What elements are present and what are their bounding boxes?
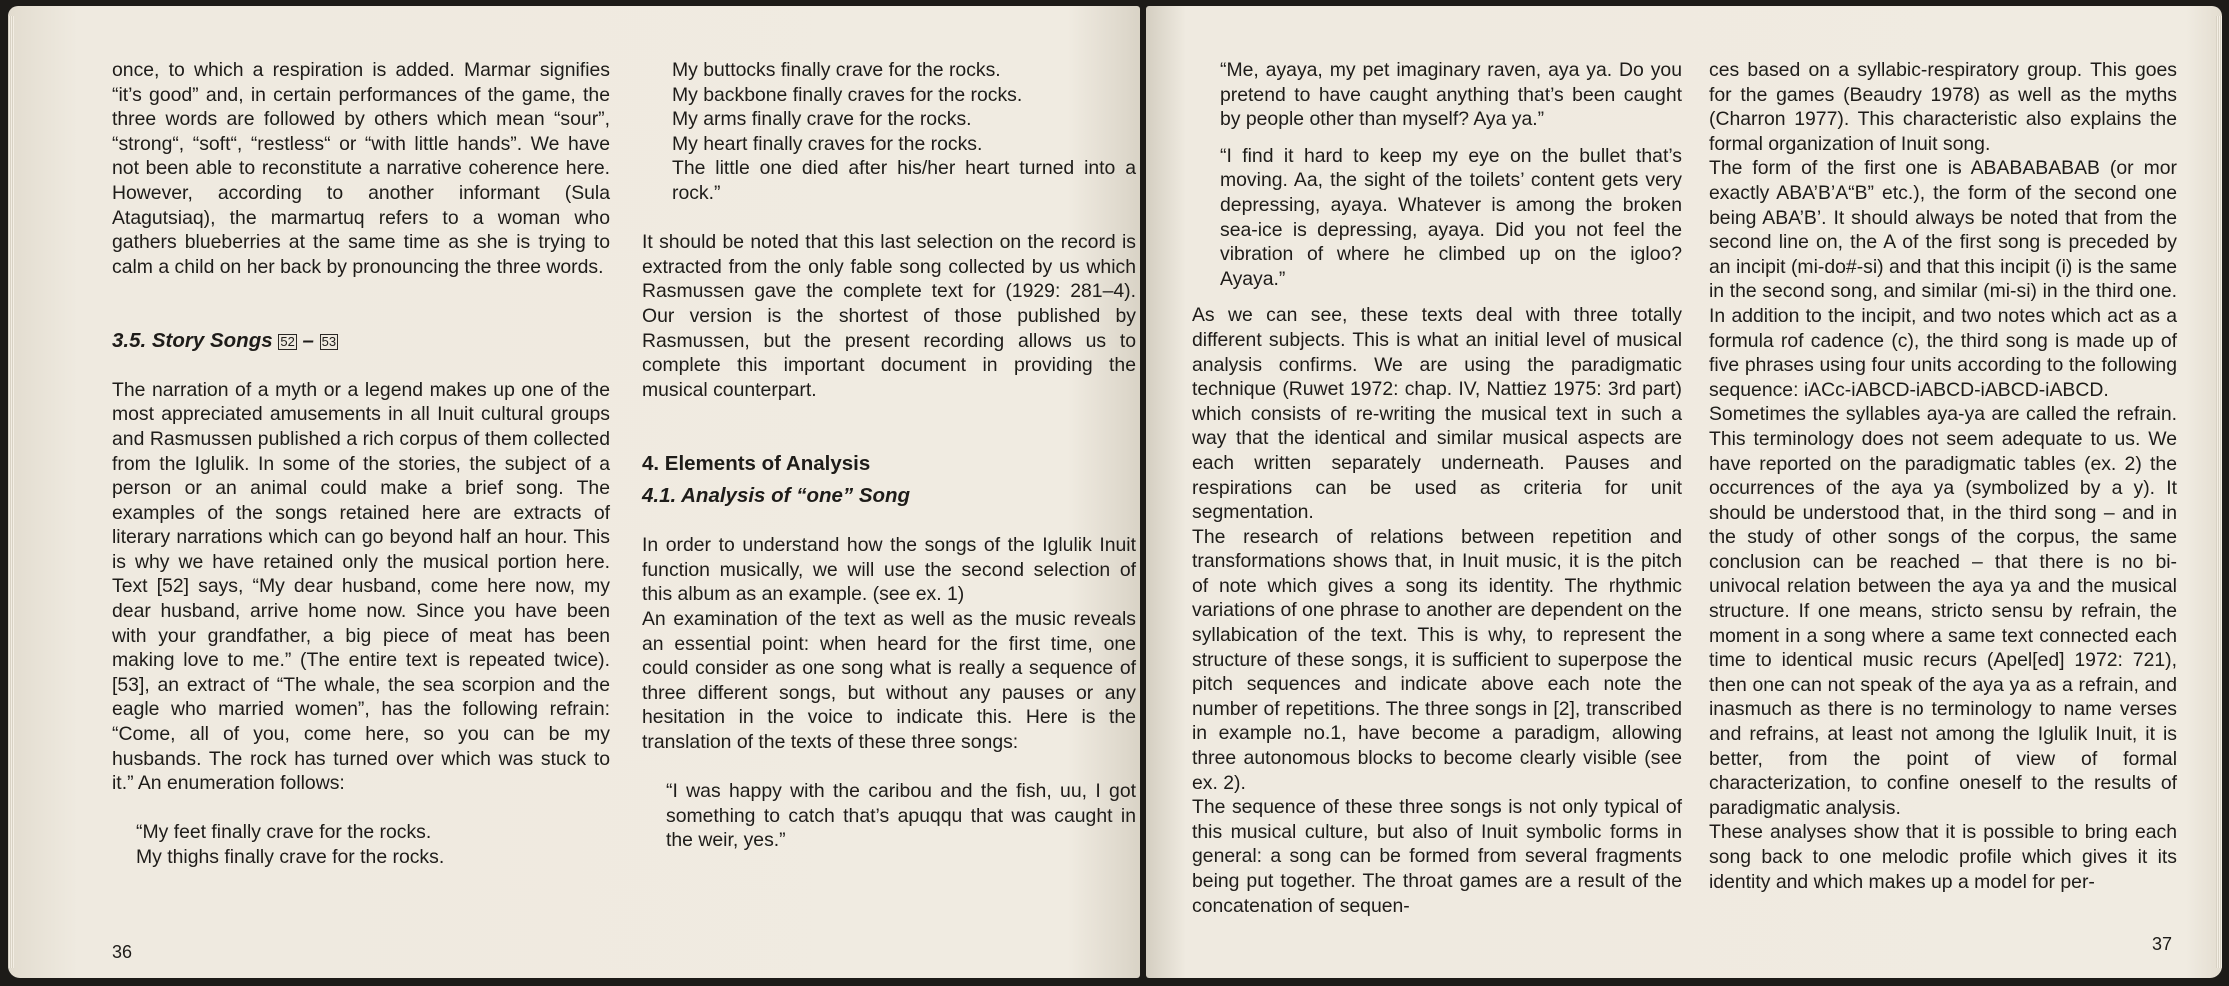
- left-page: [8, 6, 1140, 978]
- quote-line: “I find it hard to keep my eye on the bullet that’s moving. Aa, the sight of the toilets’ content gets very depressing, ayaya. Whatever is among the broken sea-ice is depressing, ayaya. Did you not feel the vibration of where he climbed up on the igloo? Ayaya.”: [1220, 144, 1682, 290]
- quote-line: My thighs finally crave for the rocks.: [136, 846, 445, 868]
- paragraph: An examination of the text as well as the music reveals an essential point: when heard for the first time, one could consider as one song what is really a sequence of three different songs, but without any pauses or any hesitation in the voice to indicate this. Here is the translation of the texts of these three songs:: [642, 608, 1136, 754]
- quote-block: [1192, 58, 1682, 291]
- paragraph: The sequence of these three songs is not only typical of this musical culture, but also of Inuit symbolic forms in general: a song can be formed from several fragments being put together. The throat games are a result of the concatenation of sequen-: [1192, 796, 1682, 917]
- paragraph: As we can see, these texts deal with three totally different subjects. This is what an initial level of musical analysis confirms. We are using the paradigmatic technique (Ruwet 1972: chap. IV, Nattiez 1975: 3rd part) which consists of re-writing the musical text in such a way that the identical and similar musical aspects are each written separately underneath. Pauses and respirations can be used as criteria for unit segmentation.: [1192, 304, 1682, 524]
- quote-line: “Me, ayaya, my pet imaginary raven, aya ya. Do you pretend to have caught anything that’s been caught by people other than myself? Aya ya.”: [1220, 59, 1682, 131]
- right-page-edge: [2216, 16, 2222, 968]
- track-number-box: 52: [280, 333, 295, 349]
- quote-line: My heart finally craves for the rocks.: [672, 132, 983, 155]
- paragraph: It should be noted that this last selection on the record is extracted from the only fable song collected by us which Rasmussen gave the complete text for (1929: 281–4). Our version is the shortest of those published by Rasmussen, but the present recording allows us to complete this important document in providing the musical counterpart.: [642, 231, 1136, 401]
- paragraph: In order to understand how the songs of the Iglulik Inuit function musically, we will use the second selection of this album as an example. (see ex. 1): [642, 534, 1136, 606]
- paragraph: The research of relations between repetition and transformations shows that, in Inuit music, it is the pitch of note which gives a song its identity. The rhythmic variations of one phrase to another are dependent on the syllabication of the text. This is why, to represent the structure of these songs, it is sufficient to superpose the pitch sequences and indicate above each note the number of repetitions. The three songs in [2], transcribed in example no.1, have become a paradigm, allowing three autonomous blocks to become clearly visible (see ex. 2).: [1192, 525, 1682, 794]
- paragraph: The form of the first one is ABABABABAB (or mor exactly ABA’B’A“B” etc.), the form of the second one being ABA’B’. It should always be noted that from the second line on, the A of the first song is preceded by an incipit (mi-do#-si) and that this incipit (i) is the same in the second song, and similar (mi-si) in the third one. In addition to the incipit, and two notes which act as a formula rof cadence (c), the third song is made up of five phrases using four units according to the following sequence: iACc-iABCD-iABCD-iABCD-iABCD.: [1709, 157, 2177, 401]
- page-number: 37: [2152, 934, 2173, 954]
- right-column-2: [1709, 58, 2177, 894]
- paragraph: once, to which a respiration is added. Marmar signifies “it’s good” and, in certain performances of the game, the three words are followed by others which mean “sour”, “strong“, “soft“, “restless“ or “with little hands”. We have not been able to reconstitute a narrative coherence here. However, according to another informant (Sula Atagutsiaq), the marmartuq refers to a woman who gathers blueberries at the same time as she is trying to calm a child on her back by pronouncing the three words.: [112, 59, 610, 278]
- paragraph: These analyses show that it is possible to bring each song back to one melodic profile which gives it its identity and which makes up a model for per-: [1709, 821, 2177, 893]
- quote-line: “My feet finally crave for the rocks.: [136, 821, 432, 844]
- left-column-2: [642, 58, 1136, 853]
- right-page: [1146, 6, 2222, 978]
- paragraph: Sometimes the syllables aya-ya are called the refrain. This terminology does not seem adequate to us. We have reported on the paradigmatic tables (ex. 2) the occurrences of the aya ya (symbolized by a y). It should be understood that, in the third song – and in the study of other songs of the corpus, the same conclusion can be reached – that there is no bi-univocal relation between the aya ya and the musical structure. If one means, stricto sensu by refrain, the moment in a song where a same text connected each time to identical music recurs (Apel[ed] 1972: 721), then one can not speak of the aya ya as a refrain, and inasmuch as there is no terminology to name verses and refrains, at least not among the Iglulik Inuit, it is better, from the point of view of formal characterization, to confine oneself to the results of paradigmatic analysis.: [1709, 403, 2177, 819]
- quote-line: My buttocks finally crave for the rocks.: [672, 59, 1001, 81]
- paragraph: The narration of a myth or a legend makes up one of the most appreciated amusements in all Inuit cultural groups and Rasmussen published a rich corpus of them collected from the Iglulik. In some of the stories, the subject of a person or an animal could make a brief song. The examples of the songs retained here are extracts of literary narrations which can go beyond half an hour. This is why we have retained only the musical portion here. Text [52] says, “My dear husband, come here now, my dear husband, arrive home now. Since you have been with your grandfather, a big piece of meat has been making love to me.” (The entire text is repeated twice). [53], an extract of “The whale, the sea scorpion and the eagle who married women”, has the following refrain: “Come, all of you, come here, so you can be my husbands. The rock has turned over which was stuck to it.” An enumeration follows:: [112, 378, 610, 795]
- right-column-1: [1192, 58, 1682, 918]
- left-column-1: [112, 58, 610, 870]
- page-number: 36: [112, 942, 133, 962]
- left-page-edge: [8, 16, 14, 968]
- section-heading: 4. Elements of Analysis: [642, 451, 871, 475]
- quote-line: The little one died after his/her heart turned into a rock.”: [672, 157, 1136, 204]
- section-heading: 3.5. Story Songs 52 – 53: [112, 328, 337, 352]
- quote-block: [112, 820, 610, 869]
- quote-line: My arms finally crave for the rocks.: [672, 108, 972, 131]
- subsection-heading: 4.1. Analysis of “one” Song: [642, 484, 911, 508]
- paragraph: ces based on a syllabic-respiratory group. This goes for the games (Beaudry 1978) as well as the myths (Charron 1977). This characteristic also explains the formal organization of Inuit song.: [1709, 59, 2177, 155]
- quote-line: “I was happy with the caribou and the fish, uu, I got something to catch that’s apuqqu that was caught in the weir, yes.”: [666, 780, 1136, 852]
- quote-block: [642, 58, 1136, 206]
- track-number-box: 53: [321, 333, 337, 349]
- quote-line: My backbone finally craves for the rocks.: [672, 83, 1023, 106]
- quote-block: [642, 779, 1136, 853]
